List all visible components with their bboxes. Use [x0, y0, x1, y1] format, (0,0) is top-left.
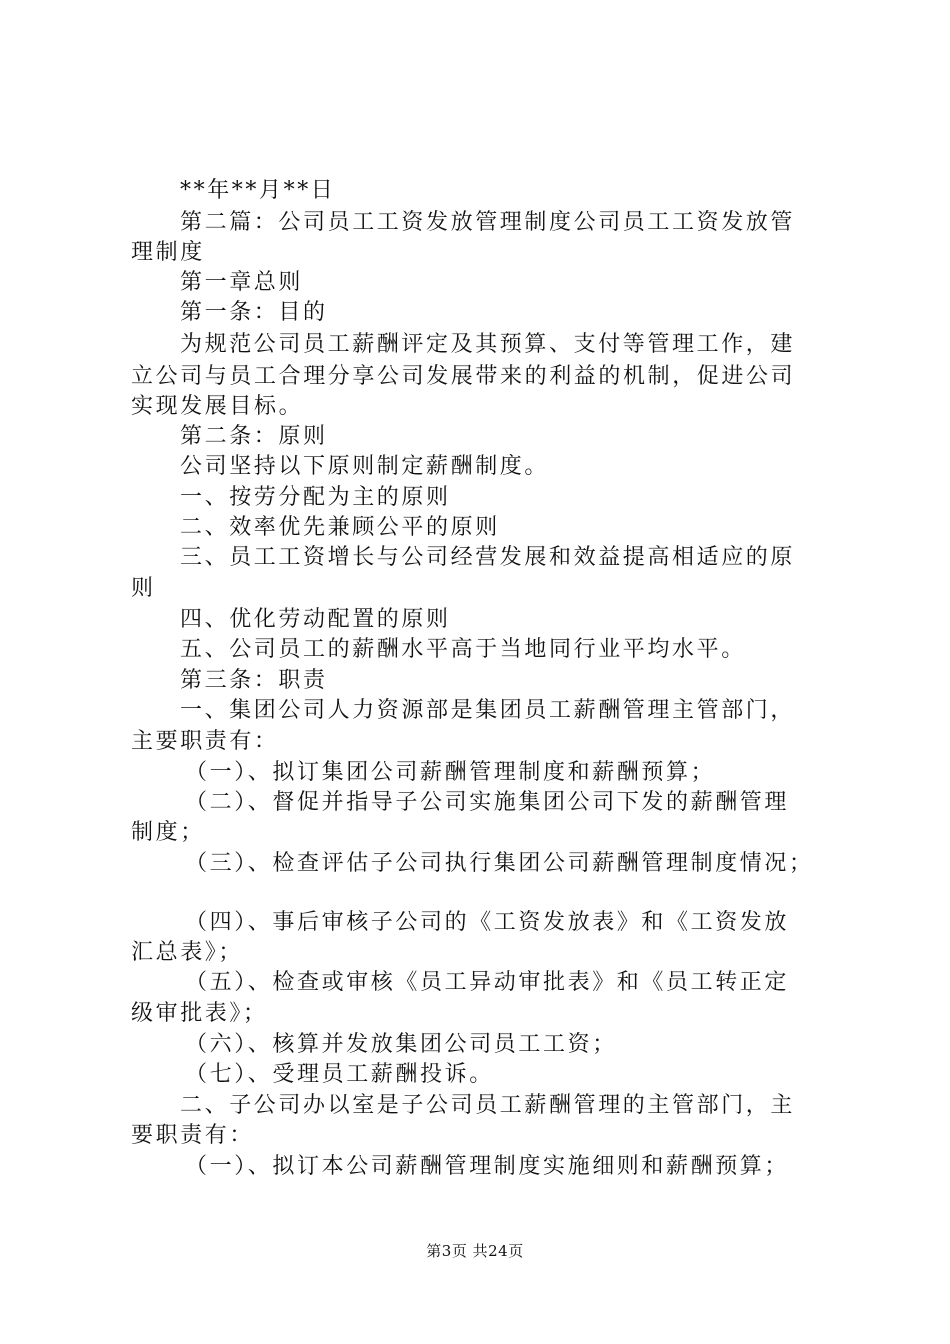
list-item: 三、员工工资增长与公司经营发展和效益提高相适应的原	[180, 545, 796, 570]
paragraph-line: 一、集团公司人力资源部是集团员工薪酬管理主管部门，	[180, 698, 796, 723]
list-item: 二、效率优先兼顾公平的原则	[180, 515, 500, 540]
date-line: **年**月**日	[180, 178, 336, 203]
paragraph-line: 要职责有：	[131, 1123, 255, 1148]
page-number-footer: 第3页 共24页	[426, 1242, 524, 1260]
section-title: 第二篇：公司员工工资发放管理制度公司员工工资发放管	[180, 210, 796, 235]
article-heading: 第一条：目的	[180, 300, 328, 325]
sub-item: （二）、督促并指导子公司实施集团公司下发的薪酬管理	[185, 790, 790, 815]
sub-item-cont: 汇总表》；	[131, 940, 244, 965]
paragraph-line: 实现发展目标。	[131, 394, 304, 419]
article-heading: 第三条：职责	[180, 668, 328, 693]
sub-item-cont: 级审批表》；	[131, 1001, 268, 1026]
article-heading: 第二条：原则	[180, 424, 328, 449]
sub-item: （四）、事后审核子公司的《工资发放表》和《工资发放	[185, 910, 790, 935]
list-item-cont: 则	[131, 576, 156, 601]
chapter-heading: 第一章总则	[180, 270, 304, 295]
list-item: 一、按劳分配为主的原则	[180, 485, 451, 510]
sub-item: （五）、检查或审核《员工异动审批表》和《员工转正定	[185, 970, 790, 995]
paragraph-line: 立公司与员工合理分享公司发展带来的利益的机制，促进公司	[131, 364, 796, 389]
paragraph-line: 二、子公司办以室是子公司员工薪酬管理的主管部门，主	[180, 1093, 796, 1118]
paragraph-line: 公司坚持以下原则制定薪酬制度。	[180, 454, 550, 479]
sub-item: （七）、受理员工薪酬投诉。	[185, 1062, 494, 1087]
sub-item-cont: 制度；	[131, 820, 205, 845]
paragraph-line: 为规范公司员工薪酬评定及其预算、支付等管理工作，建	[180, 332, 796, 357]
list-item: 五、公司员工的薪酬水平高于当地同行业平均水平。	[180, 637, 746, 662]
sub-item: （三）、检查评估子公司执行集团公司薪酬管理制度情况；	[185, 851, 814, 876]
section-title-cont: 理制度	[131, 240, 205, 265]
sub-item: （一）、拟订集团公司薪酬管理制度和薪酬预算；	[185, 760, 716, 785]
sub-item: （六）、核算并发放集团公司员工工资；	[185, 1032, 617, 1057]
sub-item: （一）、拟订本公司薪酬管理制度实施细则和薪酬预算；	[185, 1154, 790, 1179]
paragraph-line: 主要职责有：	[131, 729, 279, 754]
list-item: 四、优化劳动配置的原则	[180, 607, 451, 632]
